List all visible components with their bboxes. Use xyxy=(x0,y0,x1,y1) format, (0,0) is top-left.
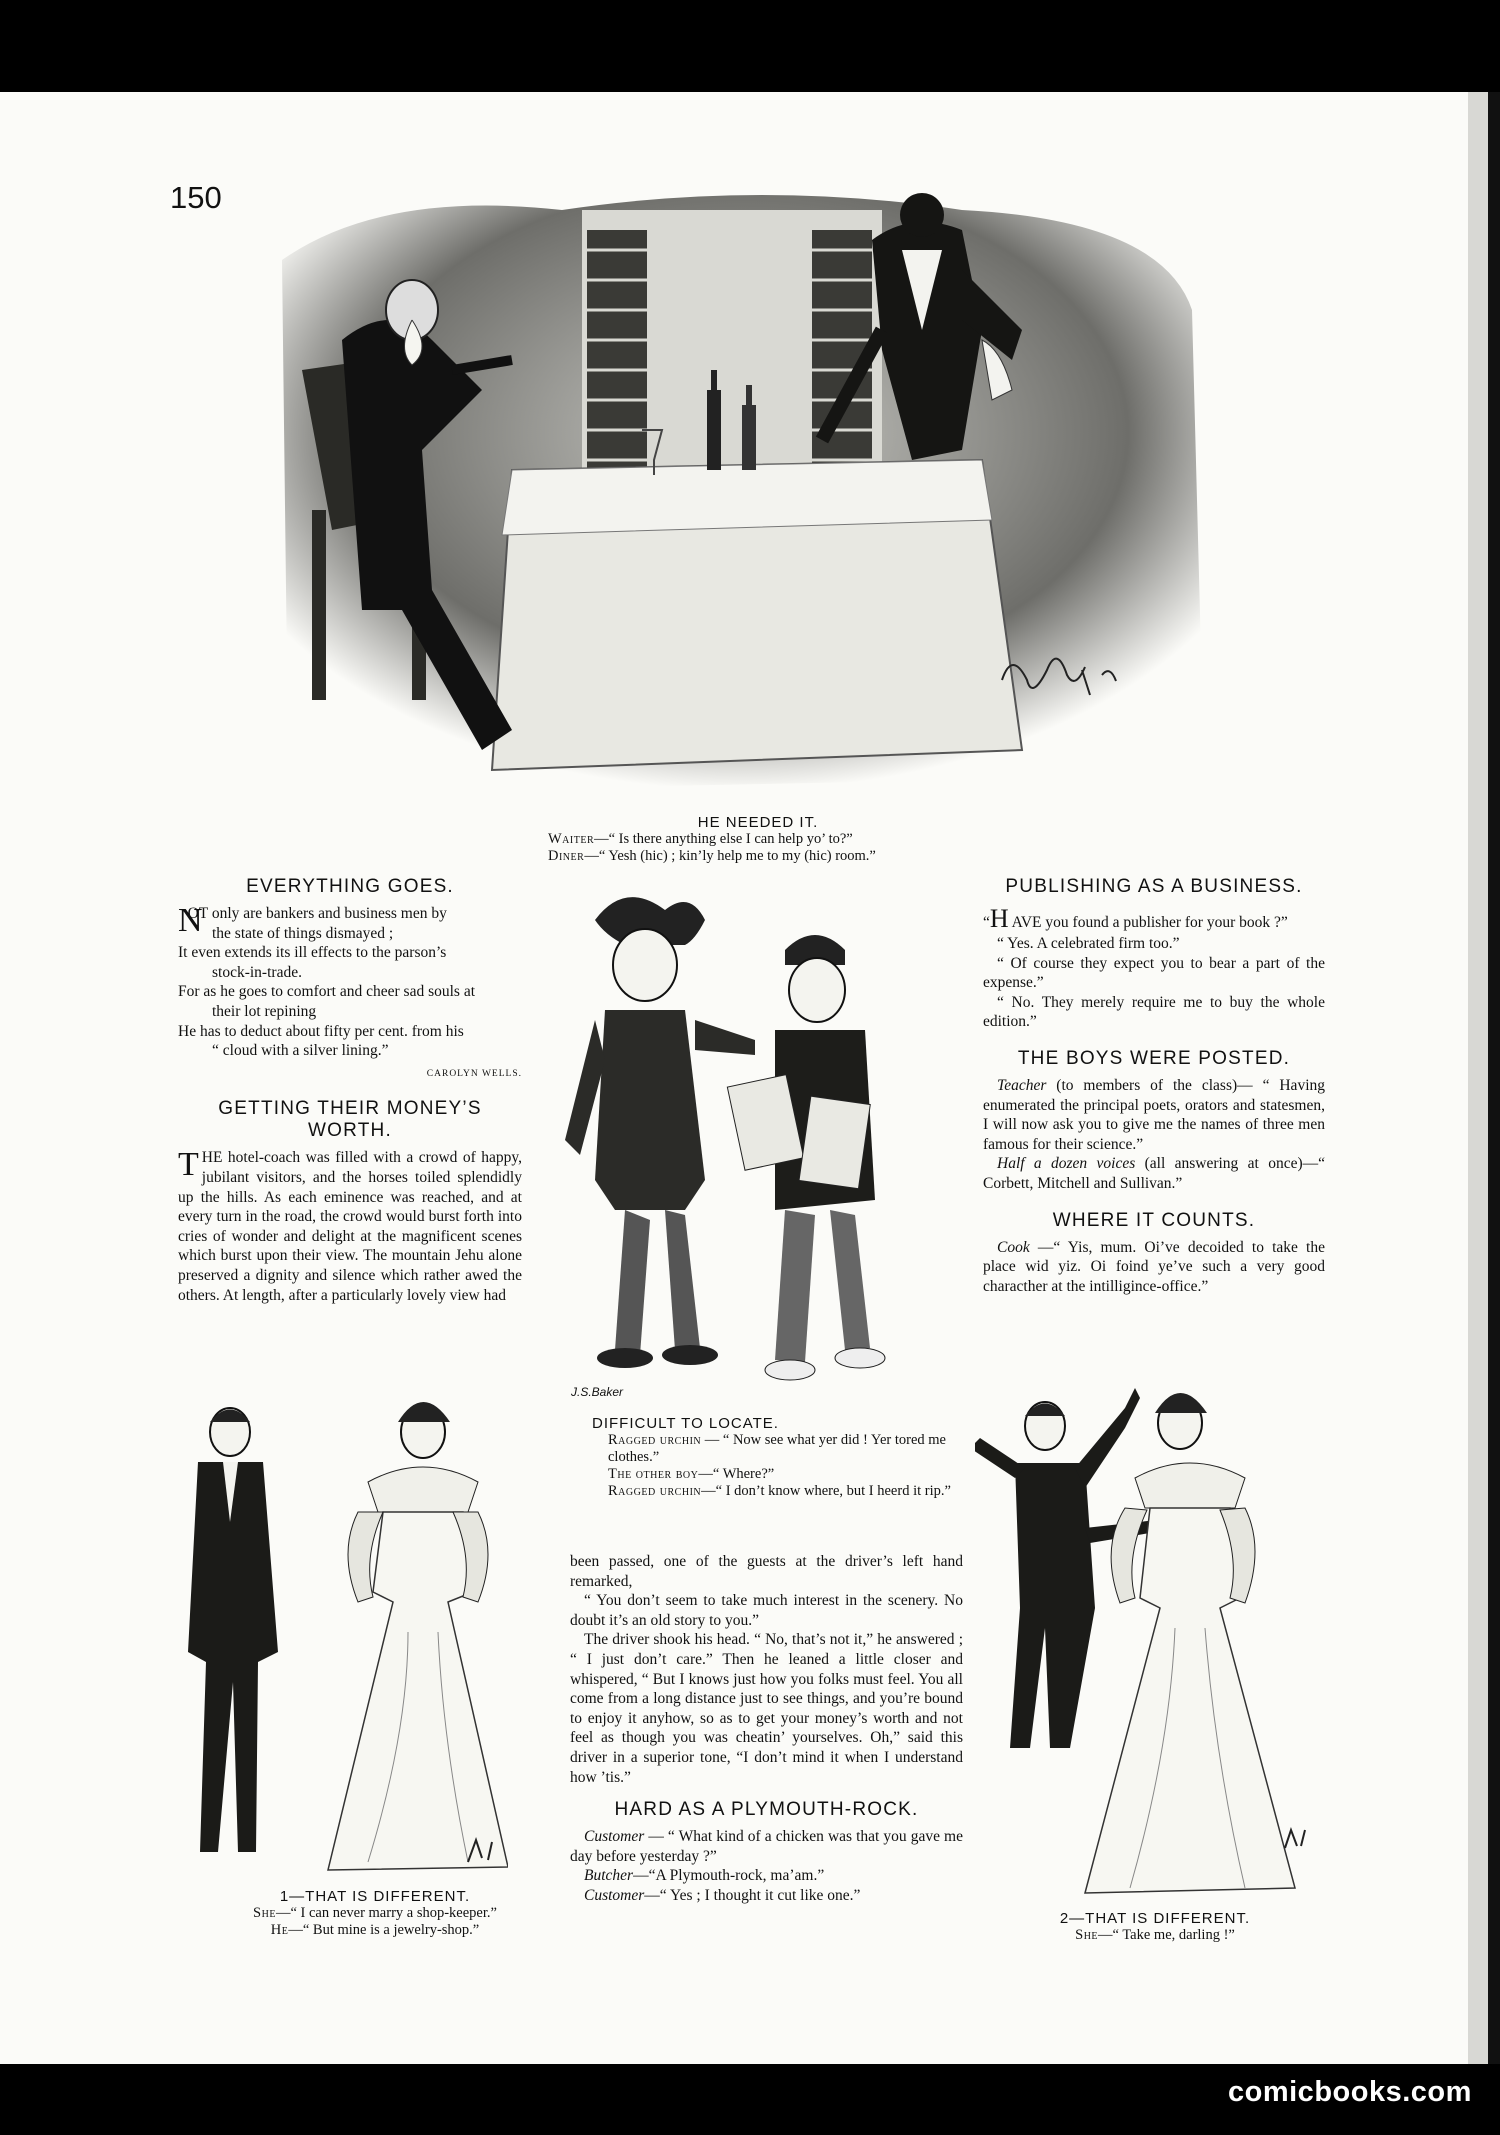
line-text: — “ Now see what yer did ! Yer tored me clothes.” xyxy=(608,1432,946,1465)
binding-shadow xyxy=(1488,92,1500,2064)
line-text: —“ But mine is a jewelry-shop.” xyxy=(288,1922,480,1938)
getting-worth-paragraph xyxy=(178,1148,522,1305)
speaker-customer: Customer xyxy=(584,1828,645,1846)
continuation-paragraph: “ You don’t seem to take much interest in the scenery. No doubt it’s an old story to you.” xyxy=(570,1592,963,1629)
different1-line xyxy=(210,1922,540,1939)
dropcap-t: T xyxy=(178,1146,199,1184)
speaker-she: She xyxy=(1075,1927,1099,1943)
speaker-ragged: Ragged urchin xyxy=(608,1483,702,1499)
plymouth-line xyxy=(570,1886,963,1906)
couple-drawing-1 xyxy=(178,1392,508,1880)
where-counts-title: WHERE IT COUNTS. xyxy=(1052,1209,1256,1231)
he-needed-it-line-waiter xyxy=(548,831,968,848)
speaker-cook: Cook xyxy=(997,1238,1030,1256)
line-text: (to members of the class)— “ Having enumerated the principal poets, orators and statesmen, I will now ask you to give me the names of three men famous for their science.” xyxy=(983,1076,1325,1153)
continuation-paragraph: been passed, one of the guests at the driver’s left hand remarked, xyxy=(570,1553,963,1590)
different1-title: 1—THAT IS DIFFERENT. xyxy=(279,1888,471,1905)
open-quote: “ xyxy=(983,914,990,931)
different2-line xyxy=(1005,1927,1305,1944)
plymouth-rock-title: HARD AS A PLYMOUTH-ROCK. xyxy=(614,1799,919,1821)
different1-line xyxy=(210,1905,540,1922)
next-page-edge xyxy=(1468,92,1490,2064)
baker-signature: J.S.Baker xyxy=(571,1385,624,1399)
publishing-text: AVE you found a publisher for your book ?” xyxy=(1011,914,1288,931)
difficult-caption xyxy=(570,1415,960,1500)
verse-line: OT only are bankers and business men by xyxy=(187,905,447,922)
verse-line: It even extends its ill effects to the parson’s xyxy=(178,944,447,962)
speaker-butcher: Butcher xyxy=(584,1867,634,1885)
verse-line: “ cloud with a silver lining.” xyxy=(212,1042,389,1060)
he-needed-it-line-diner xyxy=(548,848,968,865)
left-column xyxy=(178,876,522,1305)
speaker-waiter: Waiter xyxy=(548,831,595,847)
getting-worth-text: HE hotel-coach was filled with a crowd of happy, jubilant visitors, and the horses toiled splendidly up the hills. As each eminence was reached, and at every turn in the road, the crowd would burst forth into cries of wonder and delight at the magnificent scenes which burst upon their view. The mountain Jehu alone preserved a dignity and silence which rather awed the others. At length, after a particularly lovely view had xyxy=(178,1149,522,1304)
publishing-paragraph: “ No. They merely require me to buy the whole edition.” xyxy=(983,993,1325,1031)
boys-posted-title: THE BOYS WERE POSTED. xyxy=(1017,1047,1291,1069)
dropcap-h: H xyxy=(989,904,1009,933)
publishing-first xyxy=(983,904,1325,934)
verse-line: stock-in-trade. xyxy=(212,963,302,981)
line-text: —“ I don’t know where, but I heerd it rip.” xyxy=(701,1483,951,1499)
line-text: —“ Yes ; I thought it cut like one.” xyxy=(644,1886,861,1904)
couple-drawing-2 xyxy=(975,1368,1315,1908)
difficult-line xyxy=(570,1466,960,1483)
different2-caption xyxy=(1005,1910,1305,1944)
speaker-teacher: Teacher xyxy=(997,1076,1047,1094)
speaker-diner: Diner xyxy=(548,848,585,864)
line-text: —“ Yis, mum. Oi’ve decoided to take the place wid yiz. Oi foind ye’ve such a very good characther at the intilligince-office.” xyxy=(983,1238,1325,1295)
boys-drawing xyxy=(555,880,945,1408)
speaker-she: She xyxy=(253,1905,276,1921)
speaker-customer: Customer xyxy=(584,1886,645,1904)
author-carolyn-wells: CAROLYN WELLS. xyxy=(426,1068,522,1079)
boys-posted-voices xyxy=(983,1154,1325,1193)
speaker-voices: Half a dozen voices xyxy=(997,1155,1136,1173)
everything-goes-verse xyxy=(178,904,522,1061)
comicbooks-watermark: comicbooks.com xyxy=(1228,2076,1472,2108)
he-needed-it-caption xyxy=(548,814,968,865)
continuation-paragraph: The driver shook his head. “ No, that’s not it,” he answered ; “ I just don’t care.” Then he leaned a little closer and whispered, “ But I knows just how you folks must feel. You all come from a long distance just to see things, and you’re bound to enjoy it anyhow, so as to get your money’s worth and not feel as though you was cheatin’ yourselves. Oh,” said this driver in a superior tone, “I don’t mind it when I understand how ’tis.” xyxy=(570,1631,963,1786)
middle-column xyxy=(570,1552,963,1906)
page-number: 150 xyxy=(170,180,222,215)
difficult-title: DIFFICULT TO LOCATE. xyxy=(592,1415,779,1432)
dropcap-n: N xyxy=(178,902,203,939)
speaker-ragged: Ragged urchin xyxy=(608,1432,702,1448)
line-text: — “ What kind of a chicken was that you gave me day before yesterday ?” xyxy=(570,1828,963,1865)
publishing-paragraph: “ Yes. A celebrated firm too.” xyxy=(997,935,1180,952)
couple-illustration-2 xyxy=(975,1368,1315,1908)
everything-goes-title: EVERYTHING GOES. xyxy=(246,876,454,897)
boys-illustration xyxy=(555,880,945,1408)
line-text: —“A Plymouth-rock, ma’am.” xyxy=(633,1867,825,1885)
couple-illustration-1 xyxy=(178,1392,508,1880)
waiter-text: —“ Is there anything else I can help yo’ to?” xyxy=(594,831,853,847)
publishing-paragraph: “ Of course they expect you to bear a part of the expense.” xyxy=(983,954,1325,992)
line-text: —“ Take me, darling !” xyxy=(1098,1927,1235,1943)
he-needed-it-title: HE NEEDED IT. xyxy=(697,814,819,831)
line-text: (all answering at once)—“ Corbett, Mitchell and Sullivan.” xyxy=(983,1155,1325,1192)
restaurant-illustration xyxy=(262,190,1212,810)
plymouth-line xyxy=(570,1866,963,1886)
verse-line: For as he goes to comfort and cheer sad souls at xyxy=(178,983,476,1001)
plymouth-line xyxy=(570,1827,963,1866)
getting-worth-title: GETTING THEIR MONEY’S WORTH. xyxy=(218,1098,482,1142)
verse-line: He has to deduct about fifty per cent. from his xyxy=(178,1022,464,1040)
speaker-other-boy: The other boy xyxy=(608,1466,699,1482)
line-text: —“ Where?” xyxy=(698,1466,775,1482)
publishing-title: PUBLISHING AS A BUSINESS. xyxy=(1005,876,1303,897)
right-column xyxy=(983,876,1325,1296)
where-counts-paragraph xyxy=(983,1238,1325,1297)
different2-title: 2—THAT IS DIFFERENT. xyxy=(1059,1910,1251,1927)
boys-posted-teacher xyxy=(983,1076,1325,1154)
speaker-he: He xyxy=(270,1922,289,1938)
verse-line: the state of things dismayed ; xyxy=(212,924,394,942)
difficult-line xyxy=(570,1432,960,1466)
verse-line: their lot repining xyxy=(212,1002,317,1020)
different1-caption xyxy=(210,1888,540,1939)
line-text: —“ I can never marry a shop-keeper.” xyxy=(275,1905,497,1921)
restaurant-drawing xyxy=(262,190,1212,810)
difficult-line xyxy=(570,1483,960,1500)
diner-text: —“ Yesh (hic) ; kin’ly help me to my (hic) room.” xyxy=(584,848,876,864)
